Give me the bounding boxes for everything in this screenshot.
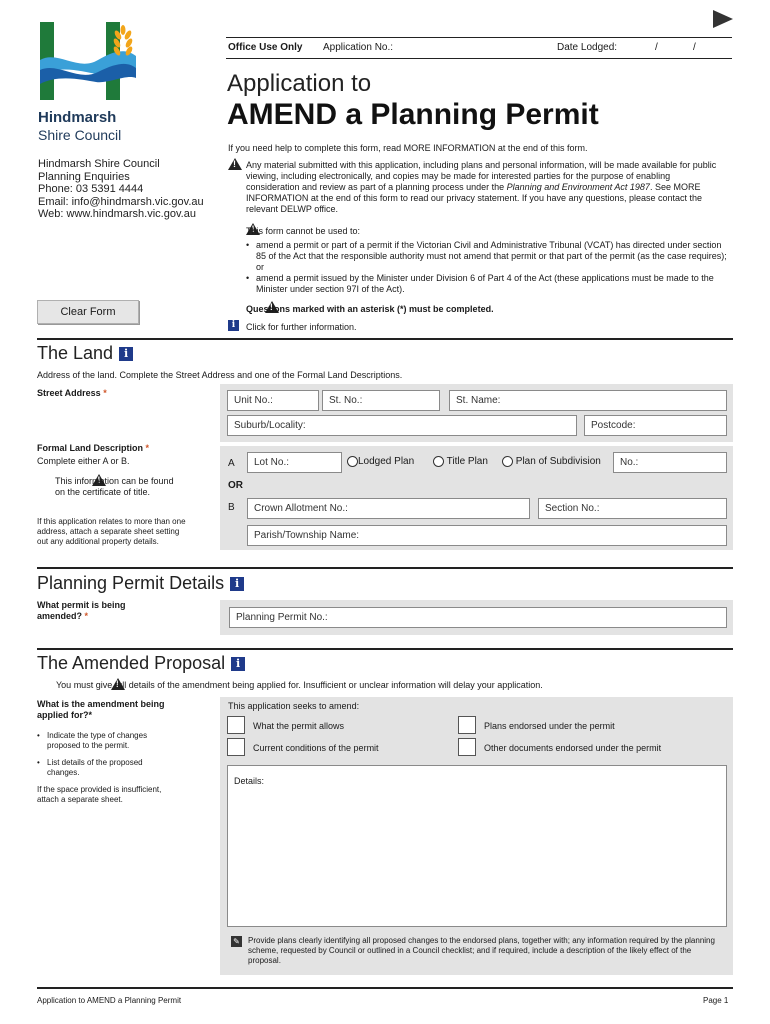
info-icon[interactable]: i: [119, 347, 133, 361]
guidance-item: • Indicate the type of changes proposed to the permit.: [37, 731, 177, 751]
asterisk-note: Questions marked with an asterisk (*) must be completed.: [246, 304, 494, 314]
crown-allotment-field[interactable]: Crown Allotment No.:: [247, 498, 530, 519]
permit-heading: Planning Permit Details i: [37, 573, 244, 594]
street-name-field[interactable]: St. Name:: [449, 390, 727, 411]
application-no-label: Application No.:: [323, 42, 394, 53]
page-number: Page 1: [703, 996, 729, 1005]
parish-field[interactable]: Parish/Township Name:: [247, 525, 727, 546]
help-text: If you need help to complete this form, read MORE INFORMATION at the end of this form.: [228, 143, 588, 153]
title-line-1: Application to: [227, 70, 372, 97]
cannot-use-item: • amend a permit or part of a permit if the Victorian Civil and Administrative Tribunal (VCAT) has directed under section 85 of the Act that the responsible authority must not amend that permit or that part of the permit (as the case requires); or: [246, 240, 728, 273]
plans-note: Provide plans clearly identifying all proposed changes to the endorsed plans, together with; any information required by the planning scheme, requested by Council or outlined in a Council checklist; and if required, include a description of the likely effect of the proposal.: [248, 936, 715, 965]
current-conditions-label: Current conditions of the permit: [253, 743, 379, 753]
permit-allows-label: What the permit allows: [253, 721, 345, 731]
contact-phone: Phone: 03 5391 4444: [38, 183, 144, 195]
option-b-label: B: [228, 502, 235, 513]
unit-no-field[interactable]: Unit No.:: [227, 390, 319, 411]
section-no-field[interactable]: Section No.:: [538, 498, 727, 519]
plan-no-field[interactable]: No.:: [613, 452, 727, 473]
planning-permit-no-field[interactable]: Planning Permit No.:: [229, 607, 727, 628]
title-warning: This information can be found on the certificate of title.: [55, 476, 174, 497]
pencil-icon: ✎: [231, 936, 242, 947]
info-icon[interactable]: i: [230, 577, 244, 591]
plan-of-subdivision-radio[interactable]: Plan of Subdivision: [502, 456, 601, 468]
multi-address-note: If this application relates to more than one address, attach a separate sheet setting out any additional property details.: [37, 517, 186, 546]
date-lodged-label: Date Lodged:: [557, 42, 618, 53]
guidance-item: • List details of the proposed changes.: [37, 758, 177, 778]
proposal-heading: The Amended Proposal i: [37, 653, 245, 674]
next-page-arrow-icon[interactable]: [713, 10, 733, 28]
radio-icon[interactable]: [433, 456, 444, 467]
cannot-use-item: • amend a permit issued by the Minister under Division 6 of Part 4 of the Act (these applications must be made to the Minister under section 97I of the Act).: [246, 273, 728, 295]
permit-allows-checkbox[interactable]: [227, 716, 245, 734]
other-documents-checkbox[interactable]: [458, 738, 476, 756]
section-rule: [37, 338, 733, 340]
contact-block: [38, 158, 204, 221]
land-heading: The Land i: [37, 343, 133, 364]
office-bottom-rule: [226, 58, 732, 59]
suburb-field[interactable]: Suburb/Locality:: [227, 415, 577, 436]
footer-title: Application to AMEND a Planning Permit: [37, 996, 182, 1005]
details-label: Details:: [234, 776, 265, 786]
date-slash-1: /: [655, 42, 658, 53]
lot-no-field[interactable]: Lot No.:: [247, 452, 342, 473]
section-rule: [37, 648, 733, 650]
land-intro: Address of the land. Complete the Street Address and one of the Formal Land Descriptions.: [37, 370, 403, 380]
radio-icon[interactable]: [502, 456, 513, 467]
clear-form-button[interactable]: Clear Form: [37, 300, 139, 324]
contact-dept: Planning Enquiries: [38, 170, 130, 183]
proposal-guidance: [37, 731, 177, 778]
radio-icon[interactable]: [347, 456, 358, 467]
contact-web: Web: www.hindmarsh.vic.gov.au: [38, 208, 196, 220]
lodged-plan-radio[interactable]: Lodged Plan: [347, 456, 414, 468]
click-info-note: Click for further information.: [246, 322, 357, 332]
street-no-field[interactable]: St. No.:: [322, 390, 440, 411]
proposal-warning: You must give full details of the amendment being applied for. Insufficient or unclear information will delay your application.: [56, 680, 543, 690]
info-icon[interactable]: i: [228, 320, 239, 331]
logo-name: Hindmarsh: [38, 109, 117, 126]
page-title: AMEND a Planning Permit: [227, 98, 599, 131]
logo-subname: Shire Council: [38, 127, 122, 143]
cannot-use-notice: [246, 226, 728, 295]
permit-question: What permit is being amended? *: [37, 600, 126, 621]
formal-land-sub: Complete either A or B.: [37, 456, 130, 466]
office-top-rule: [226, 37, 732, 38]
seeks-label: This application seeks to amend:: [228, 701, 360, 711]
contact-email: Email: info@hindmarsh.vic.gov.au: [38, 195, 204, 208]
plans-endorsed-checkbox[interactable]: [458, 716, 476, 734]
act-name: Planning and Environment Act 1987: [506, 182, 650, 192]
proposal-note: If the space provided is insufficient, attach a separate sheet.: [37, 785, 162, 804]
formal-land-label: Formal Land Description *: [37, 443, 150, 453]
other-documents-label: Other documents endorsed under the permit: [484, 743, 662, 753]
details-textarea[interactable]: [227, 765, 727, 927]
plans-endorsed-label: Plans endorsed under the permit: [484, 721, 615, 731]
info-icon[interactable]: i: [231, 657, 245, 671]
section-rule: [37, 567, 733, 569]
current-conditions-checkbox[interactable]: [227, 738, 245, 756]
proposal-question: What is the amendment being applied for?*: [37, 699, 165, 720]
cannot-use-intro: This form cannot be used to:: [246, 226, 361, 236]
date-slash-2: /: [693, 42, 696, 53]
postcode-field[interactable]: Postcode:: [584, 415, 727, 436]
footer-rule: [37, 987, 733, 989]
privacy-notice: Any material submitted with this application, including plans and personal information, will be made available for public viewing, including electronically, and copies may be made for interested parties for the purpose of enabling consideration and review as part of a planning process under the Planning and Environment Act 1987. See MORE INFORMATION at the end of this form to read our privacy statement. If you have any questions, please contact the relevant DELWP office.: [246, 160, 717, 214]
contact-org: Hindmarsh Shire Council: [38, 158, 160, 170]
warning-icon: [228, 158, 242, 170]
street-address-label: Street Address *: [37, 388, 107, 398]
or-label: OR: [228, 480, 243, 491]
office-use-label: Office Use Only: [228, 42, 303, 53]
option-a-label: A: [228, 458, 235, 469]
title-plan-radio[interactable]: Title Plan: [433, 456, 488, 468]
